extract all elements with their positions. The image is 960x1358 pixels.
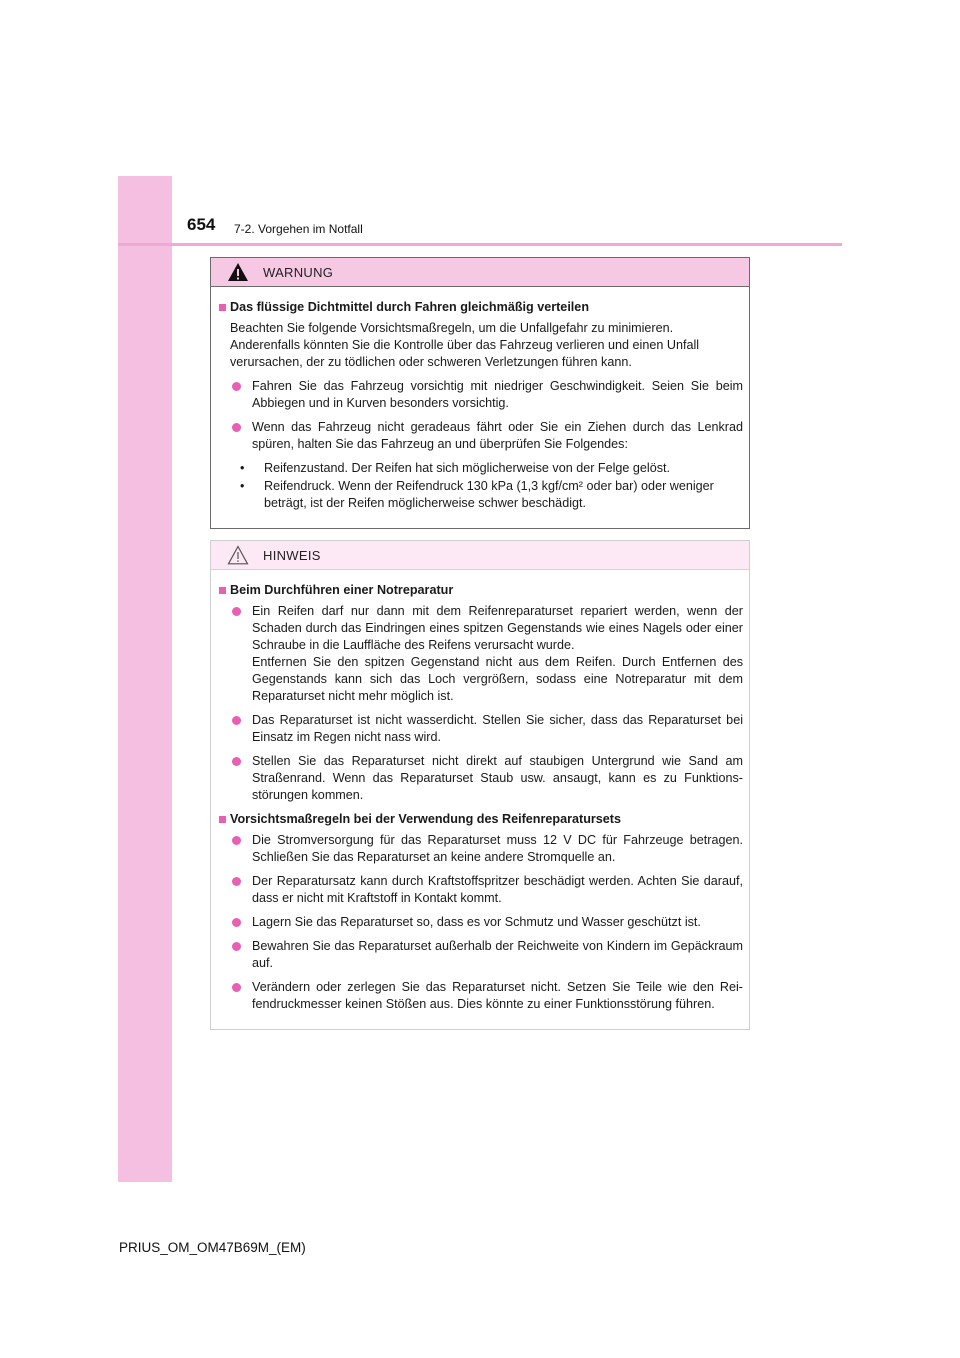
sub-list-item: • Reifendruck. Wenn der Reifendruck 130 kPa (1,3 kgf/cm² oder bar) oder weniger beträgt, ist der Reifen möglicherweise schwer beschädigt. bbox=[240, 479, 714, 510]
notice-body bbox=[211, 570, 749, 1013]
warning-triangle-filled-icon bbox=[227, 262, 249, 282]
page-number: 654 bbox=[187, 215, 216, 234]
notice-label: HINWEIS bbox=[263, 548, 321, 563]
list-item: Ein Reifen darf nur dann mit dem Reifenreparaturset repariert werden, wenn der Schaden durch das Eindringen eines spitzen Gegenstands wie eines Nagels oder einer Schraube in die Lauffläche des Reifens verursacht wurde. Entfernen Sie den spitzen Gegenstand nicht aus dem Reifen. Durch Entfernen des Gegenstands kann sich das Loch vergrößern, sodass eine Notreparatur mit dem Reparaturset nicht mehr möglich ist. bbox=[220, 603, 743, 705]
round-bullet-icon bbox=[232, 607, 241, 616]
side-tab-band bbox=[118, 176, 172, 1182]
round-bullet-icon bbox=[232, 716, 241, 725]
square-bullet-icon bbox=[219, 816, 226, 823]
list-item: Bewahren Sie das Reparaturset außerhalb der Reichweite von Kindern im Gepäckraum auf. bbox=[220, 938, 743, 972]
round-bullet-icon bbox=[232, 423, 241, 432]
warning-heading: Das flüssige Dichtmittel durch Fahren gleichmäßig verteilen bbox=[220, 299, 743, 316]
square-bullet-icon bbox=[219, 304, 226, 311]
document-code: PRIUS_OM_OM47B69M_(EM) bbox=[119, 1240, 306, 1255]
round-bullet-icon bbox=[232, 877, 241, 886]
list-item: Wenn das Fahrzeug nicht geradeaus fährt oder Sie ein Ziehen durch das Lenkrad spüren, halten Sie das Fahrzeug an und überprüfen Sie Folgendes: bbox=[220, 419, 743, 453]
list-item: Die Stromversorgung für das Reparaturset muss 12 V DC für Fahrzeuge betragen. Schließen Sie das Reparaturset an keine andere Stromquelle an. bbox=[220, 832, 743, 866]
warning-triangle-outline-icon bbox=[227, 545, 249, 565]
list-item: Stellen Sie das Reparaturset nicht direkt auf staubigen Untergrund wie Sand am Straßenrand. Wenn das Reparaturset Staub usw. ansaugt, kann es zu Funktionsstörungen kommen. bbox=[220, 753, 743, 804]
round-bullet-icon bbox=[232, 918, 241, 927]
round-bullet-icon bbox=[232, 836, 241, 845]
header-divider bbox=[118, 243, 842, 246]
notice-heading-repair: Beim Durchführen einer Notreparatur bbox=[220, 582, 743, 599]
list-item: Verändern oder zerlegen Sie das Reparaturset nicht. Setzen Sie Teile wie den Reifendruckmesser keinen Stößen aus. Dies könnte zu einer Funktionsstörung führen. bbox=[220, 979, 743, 1013]
warning-box bbox=[210, 257, 750, 529]
list-item: Der Reparatursatz kann durch Kraftstoffspritzer beschädigt werden. Achten Sie darauf, dass er nicht mit Kraftstoff in Kontakt kommt. bbox=[220, 873, 743, 907]
list-item: Lagern Sie das Reparaturset so, dass es vor Schmutz und Wasser geschützt ist. bbox=[220, 914, 743, 931]
notice-heading-precautions: Vorsichtsmaßregeln bei der Verwendung des Reifenreparatursets bbox=[220, 811, 743, 828]
round-bullet-icon bbox=[232, 942, 241, 951]
list-item: Das Reparaturset ist nicht wasserdicht. Stellen Sie sicher, dass das Reparaturset bei Einsatz im Regen nicht nass wird. bbox=[220, 712, 743, 746]
sub-list-item: • Reifenzustand. Der Reifen hat sich möglicherweise von der Felge gelöst. bbox=[240, 461, 671, 475]
warning-box-header bbox=[211, 258, 749, 287]
warning-intro: Beachten Sie folgende Vorsichtsmaßregeln, um die Unfallgefahr zu minimieren. Anderenfalls könnten Sie die Kontrolle über das Fahrzeug verlieren und einen Unfall verursachen, der zu tödlichen oder schweren Verletzungen führen kann. bbox=[230, 321, 700, 369]
round-bullet-icon bbox=[232, 983, 241, 992]
list-item: Fahren Sie das Fahrzeug vorsichtig mit niedriger Geschwindigkeit. Seien Sie beim Abbiegen und in Kurven besonders vorsichtig. bbox=[220, 378, 743, 412]
square-bullet-icon bbox=[219, 587, 226, 594]
notice-box bbox=[210, 540, 750, 1030]
round-bullet-icon bbox=[232, 757, 241, 766]
warning-label: WARNUNG bbox=[263, 265, 334, 280]
warning-body bbox=[211, 287, 749, 512]
section-title: 7-2. Vorgehen im Notfall bbox=[234, 222, 363, 236]
notice-box-header bbox=[211, 541, 749, 570]
round-bullet-icon bbox=[232, 382, 241, 391]
